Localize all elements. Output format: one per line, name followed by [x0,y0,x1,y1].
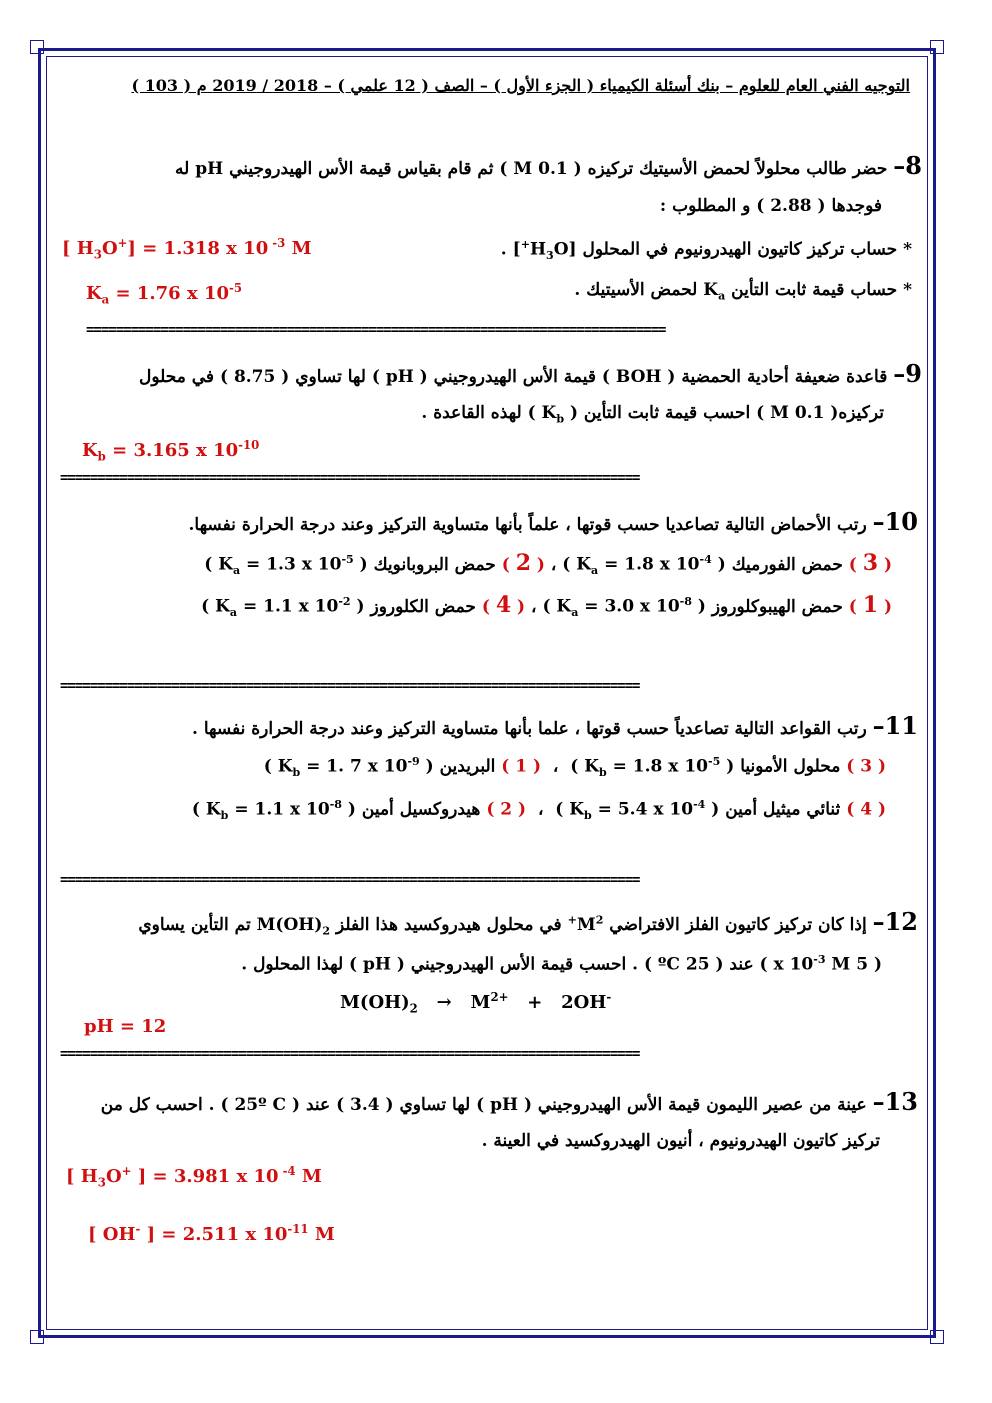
q10-rank-propanoic: ( 2 ) [501,550,545,576]
q12-answer-ph: pH = 12 [84,1016,167,1037]
q8-task2: * حساب قيمة ثابت التأين $K_a$ لحمض الأسيتيك . [574,280,912,303]
q8-task1: * حساب تركيز كاتيون الهيدرونيوم في المحلول $[H_3O^+]$ . [500,238,912,263]
q13-number: 13– [872,1087,918,1116]
corner-ornament-br [930,1330,944,1344]
corner-ornament-tl [30,40,44,54]
q10-rank-hypochlorous: ( 1 ) [848,592,892,618]
q10-row2: ( 1 ) حمض الهيبوكلوروز ( $K_a = 3.0$ x $10^{-8}$ ) ، ( 4 ) حمض الكلوروز ( $K_a = 1.1$ x $10^{-2}$ ) [201,592,892,620]
page-header: التوجيه الفني العام للعلوم – بنك أسئلة الكيمياء ( الجزء الأول ) – الصف ( 12 علمي ) – 2018 / 2019 م ( 103 ) [131,76,910,95]
q11-rank-dimethylamine: ( 4 ) [846,799,886,820]
separator-1: ============================================================================== [86,322,666,338]
corner-ornament-tr [930,40,944,54]
separator-4: ============================================================================== [60,872,640,888]
q13-answer-hydronium: [ $H_3O^+$ ] = 3.981 x 10 $^{-4}$ M [66,1164,322,1190]
q8-line1: 8– حضر طالب محلولاً لحمض الأسيتيك تركيزه ( 0.1 M ) ثم قام بقياس قيمة الأس الهيدروجيني pH له [175,151,922,180]
q10-line1: 10– رتب الأحماض التالية تصاعديا حسب قوتها ، علماً بأنها متساوية التركيز وعند درجة الحرارة نفسها. [188,507,918,536]
q11-number: 11– [872,711,918,740]
q11-line1: 11– رتب القواعد التالية تصاعدياً حسب قوتها ، علما بأنها متساوية التركيز وعند درجة الحرارة نفسها . [191,711,918,740]
q12-line2: ( 5 x $10^{-3}$ M ) عند ( 25 ºC ) . احسب قيمة الأس الهيدروجيني ( pH ) لهذا المحلول . [241,953,882,975]
q9-number: 9– [893,359,922,388]
q12-number: 12– [872,907,918,936]
q11-rank-hydroxylamine: ( 2 ) [486,799,527,820]
q11-row1: ( 3 ) محلول الأمونيا ( $K_b = 1.8$ x $10^{-5}$ ) ، ( 1 ) البريدين ( $K_b = 1$. 7 x $10^{-9}$ ) [263,755,886,780]
separator-3: ============================================================================== [60,678,640,694]
q12-line1: 12– إذا كان تركيز كاتيون الفلز الافتراضي $M^{2+}$ في محلول هيدروكسيد هذا الفلز $M(OH)_2$ تم التأين يساوي [138,907,918,938]
q8-line2: فوجدها ( 2.88 ) و المطلوب : [659,196,882,216]
separator-2: ============================================================================== [60,470,640,486]
q13-line1: 13– عينة من عصير الليمون قيمة الأس الهيدروجيني ( pH ) لها تساوي ( 3.4 ) عند ( 25º C ) . احسب كل من [100,1087,918,1116]
q8-answer-ka: $K_a = 1.76$ x $10^{-5}$ [86,281,242,307]
q11-rank-ammonia: ( 3 ) [846,756,886,777]
q13-answer-hydroxide: [ OH- ] = 2.511 x $10^{-11}$ M [88,1222,335,1245]
q12-equation: $M(OH)_2$ → $M^{2+}$ + 2OH- [340,990,612,1016]
q9-answer-kb: $K_b = 3.165$ x $10^{-10}$ [82,438,260,464]
q9-line1: 9– قاعدة ضعيفة أحادية الحمضية ( BOH ) قيمة الأس الهيدروجيني ( pH ) لها تساوي ( 8.75 ) في محلول [139,359,922,388]
q9-line2: تركيزه( 0.1 M ) احسب قيمة ثابت التأين ( $K_b$ ) لهذه القاعدة . [421,403,884,426]
q10-rank-chlorous: ( 4 ) [481,592,526,618]
q11-row2: ( 4 ) ثنائي ميثيل أمين ( $K_b = 5.4$ x $10^{-4}$ ) ، ( 2 ) هيدروكسيل أمين ( $K_b = 1.1$ x $10^{-8}$ ) [191,798,886,823]
q10-number: 10– [872,507,918,536]
separator-5: ============================================================================== [60,1046,640,1062]
q10-rank-formic: ( 3 ) [848,550,892,576]
arrow-icon: → [436,992,452,1013]
q13-line2: تركيز كاتيون الهيدرونيوم ، أنيون الهيدروكسيد في العينة . [481,1131,880,1151]
corner-ornament-bl [30,1330,44,1344]
q11-rank-pyridine: ( 1 ) [501,756,542,777]
q8-number: 8– [893,151,922,180]
q10-row1: ( 3 ) حمض الفورميك ( $K_a = 1.8$ x $10^{-4}$ ) ، ( 2 ) حمض البروبانويك ( $K_a = 1.3$ x $10^{-5}$ ) [204,550,892,578]
q8-answer-hydronium: [ $H_3O^+] = 1.318$ x 10 $^{-3}$ M [62,236,312,262]
